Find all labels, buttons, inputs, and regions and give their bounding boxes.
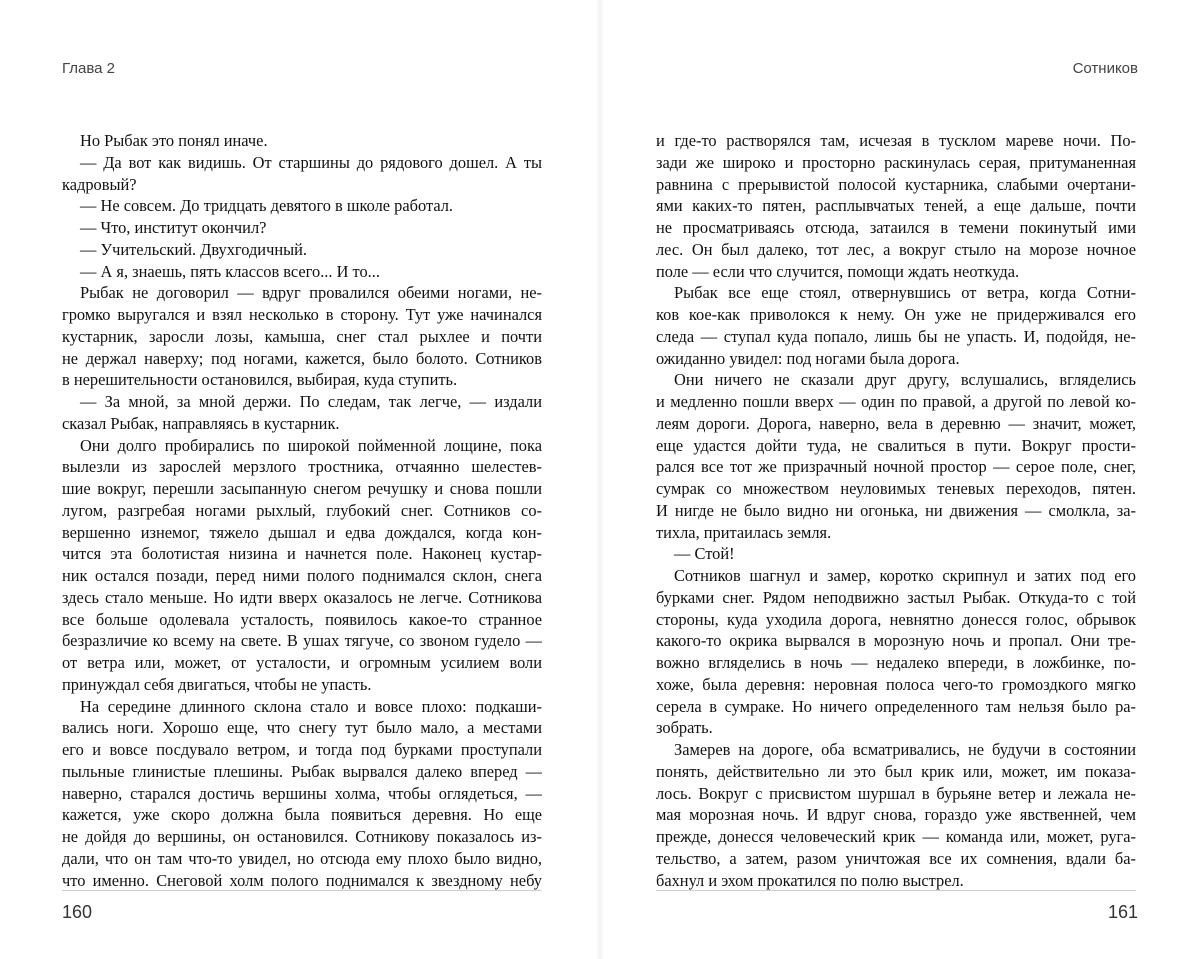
- text-line: ков кое-как приволокся к нему. Он уже не придерживался его: [656, 305, 1136, 324]
- text-line: бахнул и эхом прокатился по полю выстрел.: [656, 870, 964, 890]
- text-line: наверно, старался достичь вершины холма, чтобы оглядеться, —: [62, 783, 542, 803]
- text-line: безразличие ко всему на свете. В ушах тягуче, со звоном гудело —: [62, 631, 542, 651]
- text-line: сказал Рыбак, направляясь в кустарник.: [62, 413, 340, 433]
- text-line: — Что, институт окончил?: [80, 218, 267, 237]
- text-line: вожно вгляделись в ночь — недалеко впереди, в ложбинке, по-: [656, 653, 1136, 672]
- text-line: равнина с прерывистой полосой кустарника, слабыми очертани-: [656, 174, 1136, 194]
- text-line: Рыбак все еще стоял, отвернувшись от ветра, когда Сотни-: [674, 283, 1136, 303]
- text-line: шие вокруг, перешли засыпанную снегом речушку и снова пошли: [62, 479, 542, 498]
- text-line: — За мной, за мной держи. По следам, так легче, — издали: [80, 392, 542, 411]
- text-line: сумрак со множеством неуловимых теневых переходов, пятен.: [656, 479, 1136, 498]
- text-line: и медленно пошли вверх — один по правой, а другой по левой ко-: [656, 392, 1136, 411]
- text-line: Рыбак не договорил — вдруг провалился обеими ногами, не-: [80, 283, 542, 303]
- text-line: следа — ступал куда попало, лишь бы не упасть. И, подойдя, не-: [656, 326, 1136, 346]
- text-line: и где-то растворялся там, исчезая в тусклом мареве ночи. По-: [656, 131, 1136, 150]
- text-line: здесь стало меньше. Но идти вверх оказалось не легче. Сотникова: [62, 587, 542, 607]
- text-line: Замерев на дороге, оба всматривались, не будучи в состоянии: [674, 740, 1136, 759]
- text-line: принуждал себя двигаться, чтобы не упасть.: [62, 674, 372, 694]
- text-line: ожиданно увидел: под ногами была дорога.: [656, 348, 960, 368]
- text-line: понять, действительно ли это был крик или, может, им показа-: [656, 761, 1136, 781]
- text-line: ями каких-то пятен, расплывчатых теней, а еще дальше, почти: [656, 196, 1136, 216]
- text-line: не просматриваясь отсюда, затаился в темени покинутый ими: [656, 218, 1136, 237]
- text-line: Они ничего не сказали друг другу, вслушались, вгляделись: [674, 370, 1136, 390]
- text-line: громко выругался и взял несколько в сторону. Тут уже начинался: [62, 305, 542, 324]
- text-line: какого-то окрика вырвался в морозную ночь и пропал. Они тре-: [656, 631, 1136, 651]
- text-line: На середине длинного склона стало и вовсе плохо: подкаши-: [80, 696, 542, 716]
- text-line: кажется, уже скоро должна была появиться деревня. Но еще: [62, 805, 542, 825]
- text-line: зади же широко и просторно раскинулась серая, притуманенная: [656, 152, 1136, 172]
- text-line: его и вовсе посдувало ветром, и тогда под бурками проступали: [62, 740, 542, 759]
- left-page-text: [62, 130, 542, 891]
- text-line: Сотников шагнул и замер, коротко скрипнул и затих под его: [674, 566, 1136, 585]
- text-line: пыльные глинистые плешины. Рыбак вырвался далеко вперед —: [62, 761, 542, 781]
- text-line: тихла, притаилась земля.: [656, 522, 832, 542]
- text-line: кустарник, заросли лозы, камыша, снег стал рыхлее и почти: [62, 326, 542, 346]
- text-line: мая морозная ночь. И вдруг снова, гораздо уже явственней, чем: [656, 805, 1136, 825]
- text-line: — Стой!: [674, 544, 735, 564]
- text-line: стороны, куда уходила дорога, невнятно донесся голос, обрывок: [656, 609, 1136, 629]
- text-line: хоже, была деревня: неровная полоса чего-то громоздкого мягко: [656, 674, 1136, 694]
- text-line: не дойдя до вершины, он остановился. Сотникову показалось из-: [62, 827, 542, 846]
- text-line: Но Рыбак это понял иначе.: [80, 131, 268, 150]
- text-line: бурками снег. Рядом неподвижно застыл Рыбак. Откуда-то с той: [656, 587, 1136, 607]
- page-number: 161: [1107, 902, 1138, 922]
- page-number: 160: [62, 902, 93, 922]
- text-line: еще удастся дойти туда, не свалиться в пути. Вокруг прости-: [656, 435, 1136, 455]
- right-page: [600, 0, 1200, 959]
- text-line: — А я, знаешь, пять классов всего... И то...: [80, 261, 380, 281]
- text-line: зобрать.: [656, 718, 713, 738]
- text-line: в нерешительности остановился, выбирая, куда ступить.: [62, 370, 458, 390]
- text-line: вершенно изнемог, тяжело дышал и едва дождался, когда кон-: [62, 522, 542, 542]
- text-line: лес. Он был далеко, тот лес, а вокруг стыло на морозе ночное: [656, 239, 1136, 259]
- text-line: поле — если что случится, помощи ждать неоткуда.: [656, 261, 1020, 281]
- text-line: вылезли из зарослей мерзлого тростника, отчаянно шелестев-: [62, 457, 542, 477]
- text-line: прежде, донесся человеческий крик — команда или, может, руга-: [656, 827, 1136, 846]
- text-line: не держал наверху; под ногами, кажется, было болото. Сотников: [62, 348, 542, 368]
- text-line: леям дороги. Дорога, наверно, вела в деревню — значит, может,: [656, 413, 1136, 433]
- text-line: И нигде не было видно ни огонька, ни движения — смолкла, за-: [656, 500, 1136, 520]
- footer-rule: [656, 890, 1136, 891]
- text-line: дали, что он там что-то увидел, но отсюда ему плохо было видно,: [62, 848, 542, 868]
- footer-rule: [62, 890, 542, 891]
- text-line: серела в сумраке. Но ничего определенного там нельзя было ра-: [656, 696, 1136, 716]
- text-line: — Учительский. Двухгодичный.: [80, 239, 307, 259]
- text-line: рался все тот же призрачный ночной простор — серое поле, снег,: [656, 457, 1136, 477]
- text-line: что именно. Снеговой холм полого поднимался к звездному небу: [62, 870, 542, 890]
- text-line: вались ноги. Хорошо еще, что снегу тут было мало, а местами: [62, 718, 542, 738]
- text-line: — Да вот как видишь. От старшины до рядового дошел. А ты: [80, 152, 542, 172]
- text-line: лось. Вокруг с присвистом шуршал в бурьяне ветер и лежала не-: [656, 783, 1136, 803]
- text-line: от ветра или, может, от усталости, и огромным усилием воли: [62, 653, 542, 672]
- text-line: чится эта болотистая низина и начнется поле. Наконец кустар-: [62, 544, 542, 564]
- running-head-title: Сотников: [1072, 60, 1138, 77]
- text-line: Они долго пробирались по широкой пойменной лощине, пока: [80, 435, 542, 455]
- text-line: — Не совсем. До тридцать девятого в школе работал.: [80, 196, 454, 216]
- text-line: все больше одолевала усталость, появилось какое-то странное: [62, 609, 542, 629]
- text-line: кадровый?: [62, 174, 137, 194]
- text-line: тельство, а затем, разом уничтожая все их сомнения, вдали ба-: [656, 848, 1136, 868]
- right-page-text: [656, 130, 1136, 891]
- text-line: лугом, разгребая ногами рыхлый, глубокий снег. Сотников со-: [62, 500, 542, 520]
- running-head-chapter: Глава 2: [62, 60, 116, 77]
- text-line: ник остался позади, перед ними полого поднимался склон, снега: [62, 566, 542, 585]
